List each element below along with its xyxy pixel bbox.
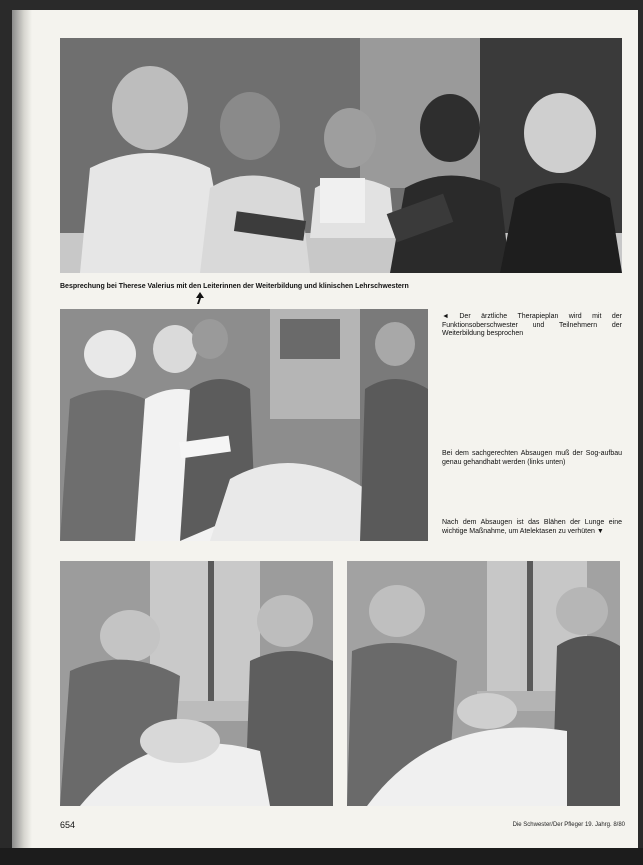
caption-suction: Bei dem sachgerechten Absaugen muß der Sog-aufbau genau gehandhabt werden (links unten) (442, 450, 622, 466)
photo-meeting-caption: Besprechung bei Therese Valerius mit den Leiterinnen der Weiterbildung und klinischen Lehrschwestern (60, 283, 409, 290)
page-binding-shadow (12, 10, 32, 848)
photo-lung-inflation (347, 561, 620, 806)
caption-lung-inflation: Nach dem Absaugen ist das Blähen der Lunge eine wichtige Maßnahme, um Atelektasen zu verhüten ▼ (442, 519, 622, 535)
photo-ward-discussion (60, 309, 428, 541)
page-number: 654 (60, 820, 76, 830)
caption-therapy-plan: ◄ Der ärztliche Therapieplan wird mit der Funktionsoberschwester und Teilnehmern der Weiterbildung besprochen (442, 313, 622, 337)
photo-meeting (60, 38, 622, 273)
scan-bottom-edge (0, 848, 643, 865)
photo-suction (60, 561, 333, 806)
arrow-pointer-icon (196, 292, 204, 304)
journal-footer: Die Schwester/Der Pfleger 19. Jahrg. 8/80 (512, 822, 625, 828)
